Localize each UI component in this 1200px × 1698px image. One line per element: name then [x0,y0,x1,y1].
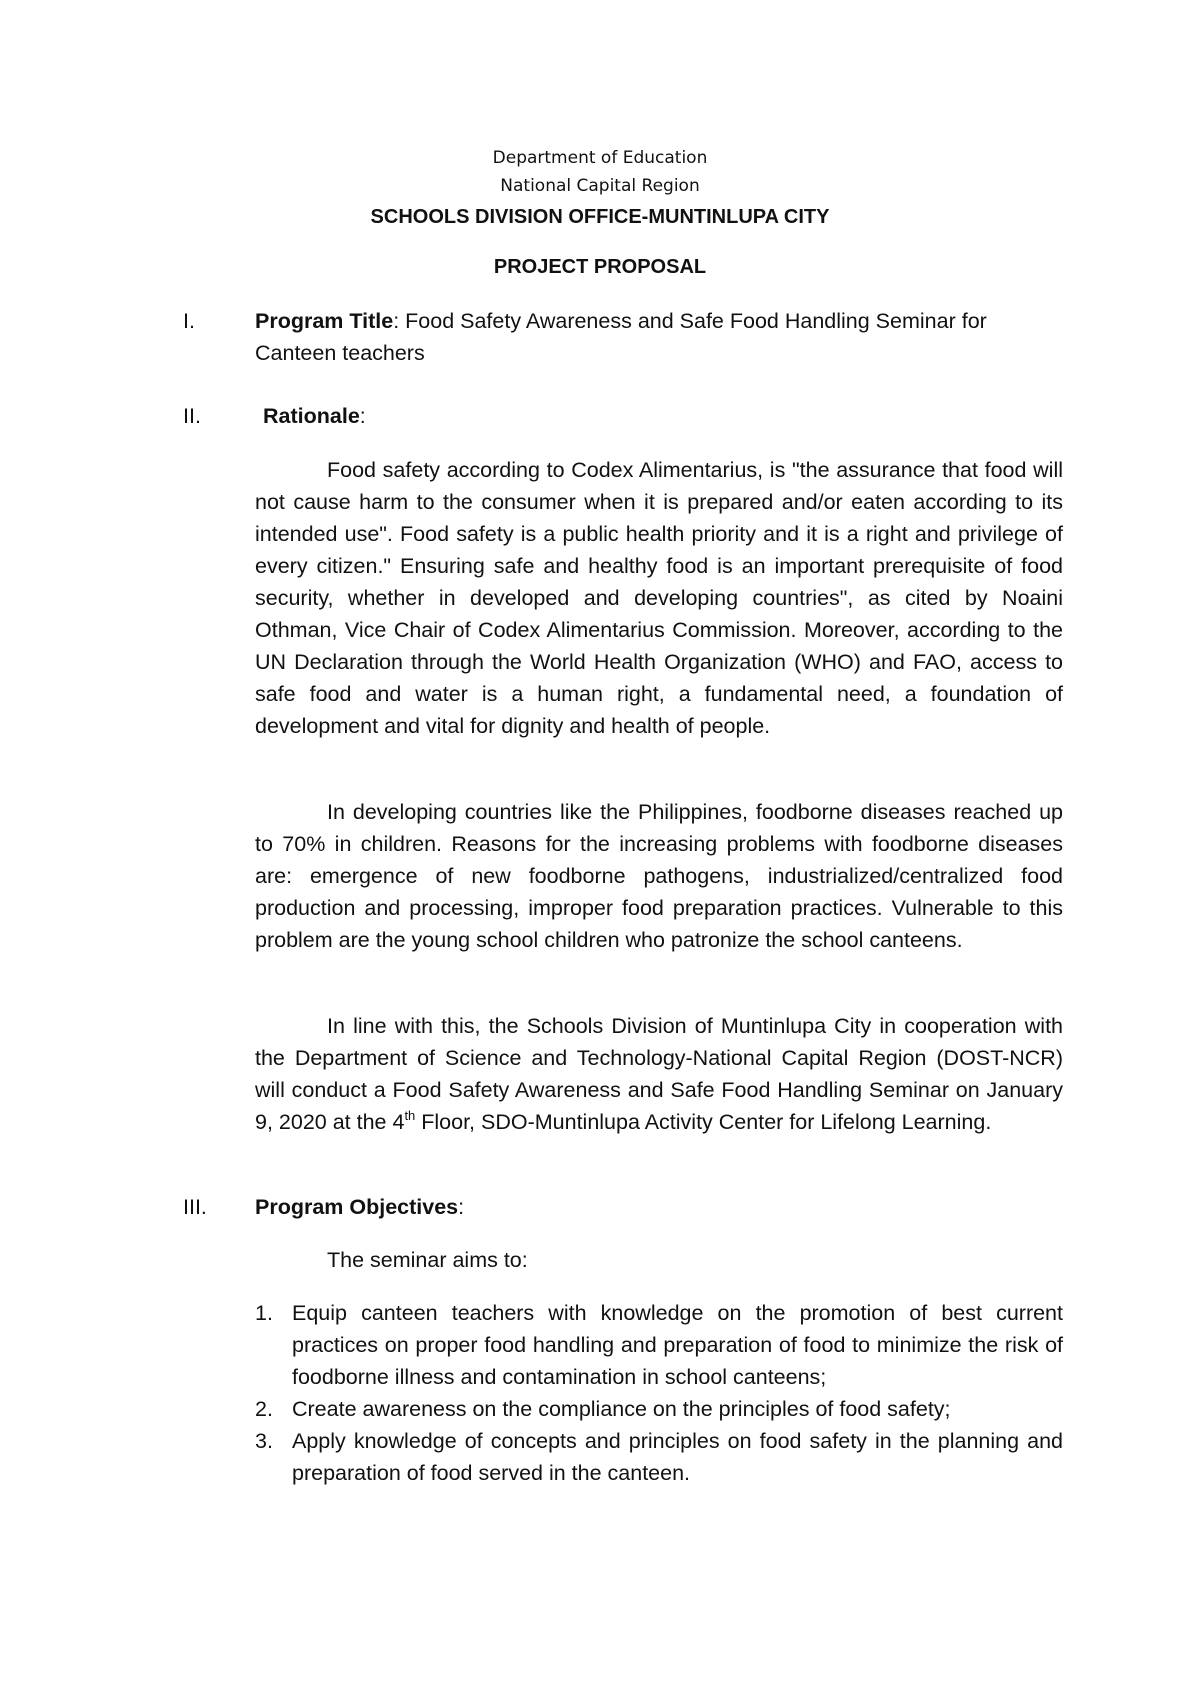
region-name: National Capital Region [500,176,700,196]
rationale-heading [263,400,1071,432]
objectives-colon: : [458,1195,465,1219]
rationale-paragraph-1: Food safety according to Codex Alimentarius, is "the assurance that food will not cause harm to the consumer when it is prepared and/or eaten according to its intended use". Food safety is a public health priority and it is a right and privilege of every citizen." Ensuring safe and healthy food is an important prerequisite of food security, whether in developed and developing countries", as cited by Noaini Othman, Vice Chair of Codex Alimentarius Commission. Moreover, according to the UN Declaration through the World Health Organization (WHO) and FAO, access to safe food and water is a human right, a fundamental need, a foundation of development and vital for dignity and health of people. [255,458,1063,738]
rationale-paragraph-2: In developing countries like the Philippines, foodborne diseases reached up to 70% in children. Reasons for the increasing problems with foodborne diseases are: emergence of new foodborne pathogens, industrialized/centralized food production and processing, improper food preparation practices. Vulnerable to this problem are the young school children who patronize the school canteens. [255,800,1063,952]
ordinal-superscript: th [404,1108,416,1123]
list-item-text: Equip canteen teachers with knowledge on the promotion of best current practices on proper food handling and preparation of food to minimize the risk of foodborne illness and contamination in school canteens; [292,1301,1063,1389]
program-title-colon: : [393,309,400,333]
rationale-paragraph-3 [255,1010,1063,1138]
list-item-text: Create awareness on the compliance on the principles of food safety; [292,1397,951,1421]
section-numeral: III. [183,1195,207,1219]
program-title-text: Food Safety Awareness and Safe Food Handling Seminar for Canteen teachers [255,309,987,365]
objectives-intro: The seminar aims to: [327,1248,528,1272]
division-office-title: SCHOOLS DIVISION OFFICE-MUNTINLUPA CITY [370,206,830,228]
list-item-number: 1. [255,1301,273,1325]
section-numeral: I. [183,309,195,333]
objectives-list [255,1297,1063,1489]
list-item [255,1297,1063,1393]
program-title-label: Program Title [255,309,394,333]
list-item [255,1393,1063,1425]
objectives-label: Program Objectives [255,1195,459,1219]
list-item-number: 2. [255,1397,273,1421]
rationale-label: Rationale [263,404,360,428]
objectives-heading [255,1191,1063,1223]
rationale-paragraph-3-text: In line with this, the Schools Division of Muntinlupa City in cooperation with the Department of Science and Technology-National Capital Region (DOST-NCR) will conduct a Food Safety Awareness and Safe Food Handling Seminar on January 9, 2020 at the 4 [255,1014,1063,1134]
list-item-text: Apply knowledge of concepts and principles on food safety in the planning and preparation of food served in the canteen. [292,1429,1063,1485]
document-type-title: PROJECT PROPOSAL [493,256,707,278]
program-title-content [255,305,1063,369]
list-item-number: 3. [255,1429,273,1453]
list-item [255,1425,1063,1489]
section-numeral: II. [183,404,201,428]
department-name: Department of Education [492,148,708,168]
rationale-paragraph-3-tail: Floor, SDO-Muntinlupa Activity Center for Lifelong Learning. [415,1110,992,1134]
rationale-colon: : [359,404,366,428]
